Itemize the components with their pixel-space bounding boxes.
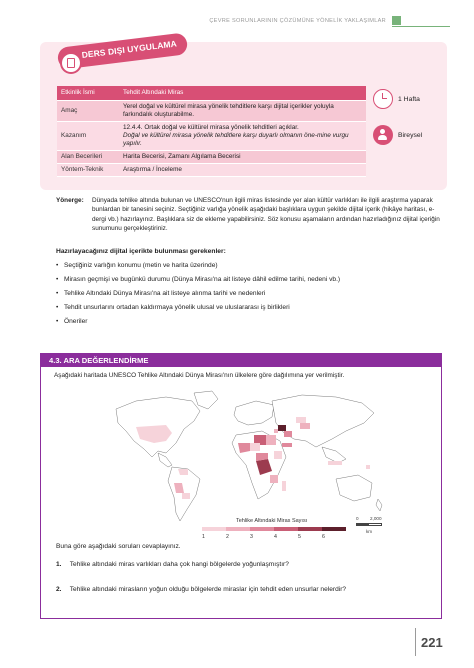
table-row (57, 100, 366, 121)
notebook-icon (60, 52, 82, 74)
evaluation-header (41, 354, 441, 367)
page-number-rule (415, 628, 416, 656)
row-value: Harita Becerisi, Zamanı Algılama Becerisi (119, 150, 366, 163)
southeast-asia (322, 447, 346, 463)
solomon-islands-fill (366, 465, 370, 469)
list-item: • Seçtiğiniz varlığın konumu (metin ve harita üzerinde) (56, 262, 436, 276)
afghanistan-fill (300, 423, 310, 429)
legend-value: 6 (322, 534, 325, 540)
central-america (158, 453, 172, 467)
legend-value: 2 (226, 534, 229, 540)
legend-value: 5 (298, 534, 301, 540)
table-row (57, 86, 366, 100)
running-header-text: ÇEVRE SORUNLARININ ÇÖZÜMÜNE YÖNELİK YAKLAŞIMLAR (209, 18, 386, 24)
row-label: Kazanım (57, 121, 119, 150)
legend-swatch (322, 527, 346, 531)
table-row (57, 150, 366, 163)
new-zealand (376, 499, 382, 511)
legend-swatch (274, 527, 298, 531)
requirements-list (56, 262, 436, 332)
greenland (194, 391, 218, 409)
row-value: Tehdit Altındaki Miras (119, 86, 366, 100)
map-intro: Aşağıdaki haritada UNESCO Tehlike Altındaki Dünya Mirası'nın ülkelere göre dağılımına yer verilmiştir. (54, 372, 345, 379)
question-2 (56, 586, 346, 593)
scale-unit: km (366, 529, 373, 534)
person-icon (373, 125, 393, 145)
ethiopia-fill (274, 451, 282, 459)
duration-text: 1 Hafta (398, 96, 420, 103)
activity-info-table (57, 86, 366, 177)
direction-block (56, 196, 441, 233)
list-item: • Mirasın geçmişi ve bugünkü durumu (Dünya Mirası'na ait listeye dâhil edilme tarihi, nedeni vb.) (56, 276, 436, 290)
scale-value: 2,000 (370, 516, 382, 521)
world-landmasses (116, 391, 382, 521)
list-item: • Öneriler (56, 318, 436, 332)
evaluation-heading: 4.3. ARA DEĞERLENDİRME (49, 356, 149, 365)
question-number: 2. (56, 586, 62, 593)
legend-swatch (202, 527, 226, 531)
direction-text: Dünyada tehlike altında bulunan ve UNESCO'nun ilgili miras listesinde yer alan kültür varlıkları ile ilgili araştırma yaparak bunlardan bir tanesini seçiniz. Seçtiğiniz varlığa yönelik aşağıdaki başlıklara uygun şekilde dijital içerik (hikâye haritası, e-dergi vb.) hazırlayınız. Başlıklara siz de ekleme yapabilirsiniz. Söz konusu aşamaların ardından hazırladığınız dijital içeriğin sunumunu gerçekleştiriniz. (92, 197, 440, 232)
yemen-fill (282, 443, 292, 447)
legend-swatch (298, 527, 322, 531)
madagascar-fill (282, 481, 286, 491)
question-text: Tehlike altındaki mirasların yoğun olduğu bölgelerde miraslar için tehdit eden unsurlar nelerdir? (69, 586, 347, 593)
bolivia-fill (182, 493, 190, 499)
legend-value: 1 (202, 534, 205, 540)
question-text: Tehlike altındaki miras varlıkları daha çok hangi bölgelerde yoğunlaşmıştır? (69, 561, 289, 568)
header-accent-square (392, 16, 401, 25)
europe (234, 401, 274, 425)
kazanim-text: 12.4.4. Ortak doğal ve kültürel mirasa yönelik tehditleri açıklar. (123, 123, 299, 131)
row-label: Etkinlik İsmi (57, 86, 119, 100)
questions-prompt: Buna göre aşağıdaki soruları cevaplayınız. (56, 543, 181, 550)
header-accent-line (392, 26, 450, 27)
legend-color-bar (202, 527, 346, 531)
list-item: • Tehdit unsurlarını ortadan kaldırmaya yönelik ulusal ve uluslararası iş birlikleri (56, 304, 436, 318)
iraq-fill (284, 431, 292, 437)
scale-bar (356, 523, 382, 526)
egypt-fill (266, 435, 276, 445)
list-item: • Tehlike Altındaki Dünya Mirası'na ait listeye alınma tarihi ve nedenleri (56, 290, 436, 304)
asia (272, 395, 374, 447)
world-heritage-map (96, 387, 392, 525)
row-value: Yerel doğal ve kültürel mirasa yönelik tehditlere karşı dijital içerikler yoluyla farkındalık oluşturabilme. (119, 100, 366, 121)
legend-swatch (250, 527, 274, 531)
row-label: Amaç (57, 100, 119, 121)
palestine-fill (274, 429, 278, 433)
australia (336, 475, 372, 501)
question-1 (56, 561, 289, 568)
row-label: Alan Becerileri (57, 150, 119, 163)
niger-fill (250, 443, 260, 451)
syria-fill (278, 425, 286, 431)
uzbekistan-fill (296, 417, 306, 423)
page-number: 221 (421, 635, 443, 650)
direction-label: Yönerge: (56, 197, 84, 204)
row-value (119, 121, 366, 150)
table-row (57, 121, 366, 150)
kazanim-note: Doğal ve kültürel mirasa yönelik tehditlere karşı duyarlı olmanın öne-mine vurgu yapılır. (123, 131, 349, 147)
requirements-title: Hazırlayacağınız dijital içerikte bulunması gerekenler: (56, 248, 226, 255)
row-value: Araştırma / İnceleme (119, 163, 366, 176)
clock-icon (373, 89, 393, 109)
legend-title: Tehlike Altındaki Miras Sayısı (236, 518, 308, 524)
question-number: 1. (56, 561, 62, 568)
mode-text: Bireysel (398, 132, 423, 139)
map-scale (348, 515, 388, 537)
legend-value: 4 (274, 534, 277, 540)
tanzania-fill (270, 475, 278, 483)
row-label: Yöntem-Teknik (57, 163, 119, 176)
legend-value: 3 (250, 534, 253, 540)
activity-heading: DERS DIŞI UYGULAMA (81, 38, 178, 61)
indonesia-fill (328, 461, 342, 465)
legend-swatch (226, 527, 250, 531)
scale-value: 0 (356, 516, 359, 521)
table-row (57, 163, 366, 176)
